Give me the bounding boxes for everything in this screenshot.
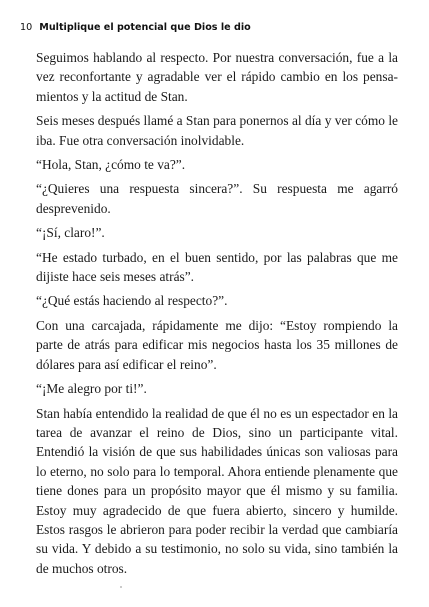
paragraph: “He estado turbado, en el buen sentido, por las palabras que me dijiste hace seis meses atrás”. [36,249,398,285]
paragraph: “¡Sí, claro!”. [36,225,105,241]
paragraph: Stan había entendido la realidad de que él no es un espectador en la tarea de avanzar el reino de Dios, sino un participante vital. Entendió la visión de que sus habilidades únicas son valiosas para lo eterno, no solo para lo temporal. Ahora entiende plenamente que tiene dones para un propósito mayor que él mismo y su familia. Estoy muy agradecido de que fuera abierto, sincero y humilde. Estos rasgos le abrieron para poder recibir la verdad que cambiaría su vida. Y debido a su testimonio, no solo su vida, sino también la de muchos otros. [36,405,398,576]
book-title: Multiplique el potencial que Dios le dio [39,22,251,33]
paragraph: “¿Qué estás haciendo al respecto?”. [36,293,228,309]
paragraph: Seguimos hablando al respecto. Por nuestra conversación, fue a la vez reconfortante y agradable ver el rápido cambio en los pensamientos y la actitud de Stan. [36,50,398,104]
paragraph: “¡Me alegro por ti!”. [36,381,147,397]
running-head [20,22,251,33]
body-text [36,48,398,583]
paragraph: Con una carcajada, rápidamente me dijo: “Estoy rompiendo la parte de atrás para edificar mis negocios hasta los 35 millones de dólares para así edificar el reino”. [36,317,398,372]
page-number: 10 [20,22,33,33]
scan-speck [120,586,122,588]
paragraph: “¿Quieres una respuesta sincera?”. Su respuesta me agarró desprevenido. [36,181,398,216]
paragraph: Seis meses después llamé a Stan para ponernos al día y ver cómo le iba. Fue otra conversación inolvidable. [36,113,398,148]
paragraph: “Hola, Stan, ¿cómo te va?”. [36,157,186,173]
